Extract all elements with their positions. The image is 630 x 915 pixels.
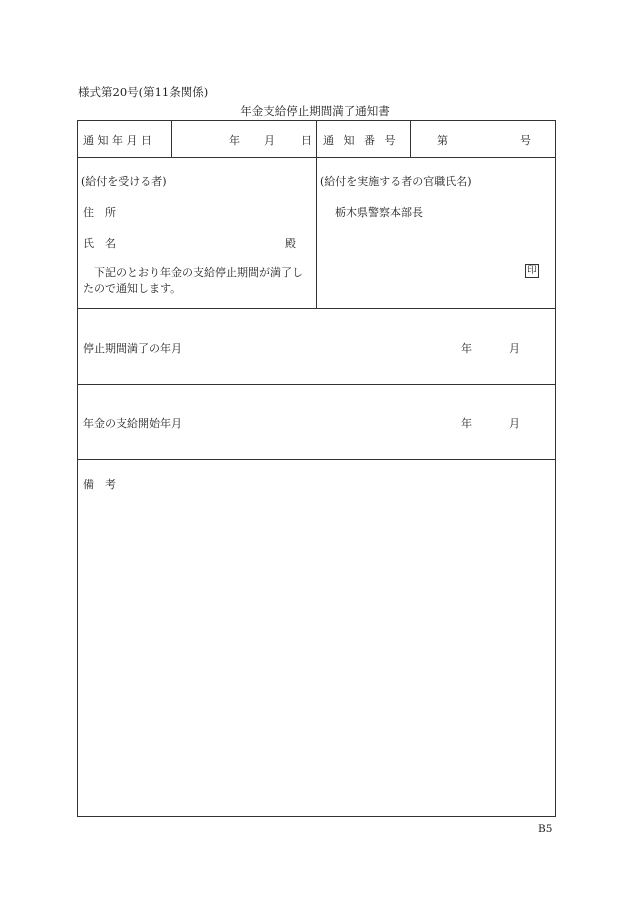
remarks-label: 備 考	[83, 478, 116, 491]
address-label: 住 所	[83, 206, 116, 219]
col-divider-date-label	[171, 120, 172, 157]
suspension-end-year-unit: 年	[461, 342, 472, 355]
issuer-name: 栃木県警察本部長	[335, 206, 423, 219]
notice-text: 下記のとおり年金の支給停止期間が満了したので通知します。	[83, 266, 303, 295]
seal-mark: 印	[525, 264, 539, 278]
honorific: 殿	[285, 237, 296, 250]
form-number-label: 様式第20号(第11条関係)	[78, 85, 209, 99]
recipient-heading: (給付を受ける者)	[81, 175, 167, 188]
document-title: 年金支給停止期間満了通知書	[240, 104, 390, 118]
name-label: 氏 名	[83, 237, 116, 250]
row-divider-parties	[77, 308, 556, 309]
notice-date-label: 通 知 年 月 日	[83, 134, 152, 147]
payment-start-label: 年金の支給開始年月	[83, 417, 182, 430]
row-divider-suspension	[77, 384, 556, 385]
suspension-end-month-unit: 月	[509, 342, 520, 355]
paper-size-label: B5	[538, 823, 553, 835]
date-year-unit: 年	[229, 134, 240, 147]
suspension-end-label: 停止期間満了の年月	[83, 342, 182, 355]
payment-start-month-unit: 月	[509, 417, 520, 430]
issuer-heading: (給付を実施する者の官職氏名)	[320, 175, 472, 188]
row-divider-start	[77, 459, 556, 460]
notice-number-label: 通 知 番 号	[323, 134, 399, 147]
col-divider-middle	[316, 120, 317, 308]
payment-start-year-unit: 年	[461, 417, 472, 430]
date-day-unit: 日	[301, 134, 312, 147]
number-prefix: 第	[437, 134, 448, 147]
number-suffix: 号	[520, 134, 531, 147]
col-divider-number-label	[410, 120, 411, 157]
date-month-unit: 月	[264, 134, 275, 147]
